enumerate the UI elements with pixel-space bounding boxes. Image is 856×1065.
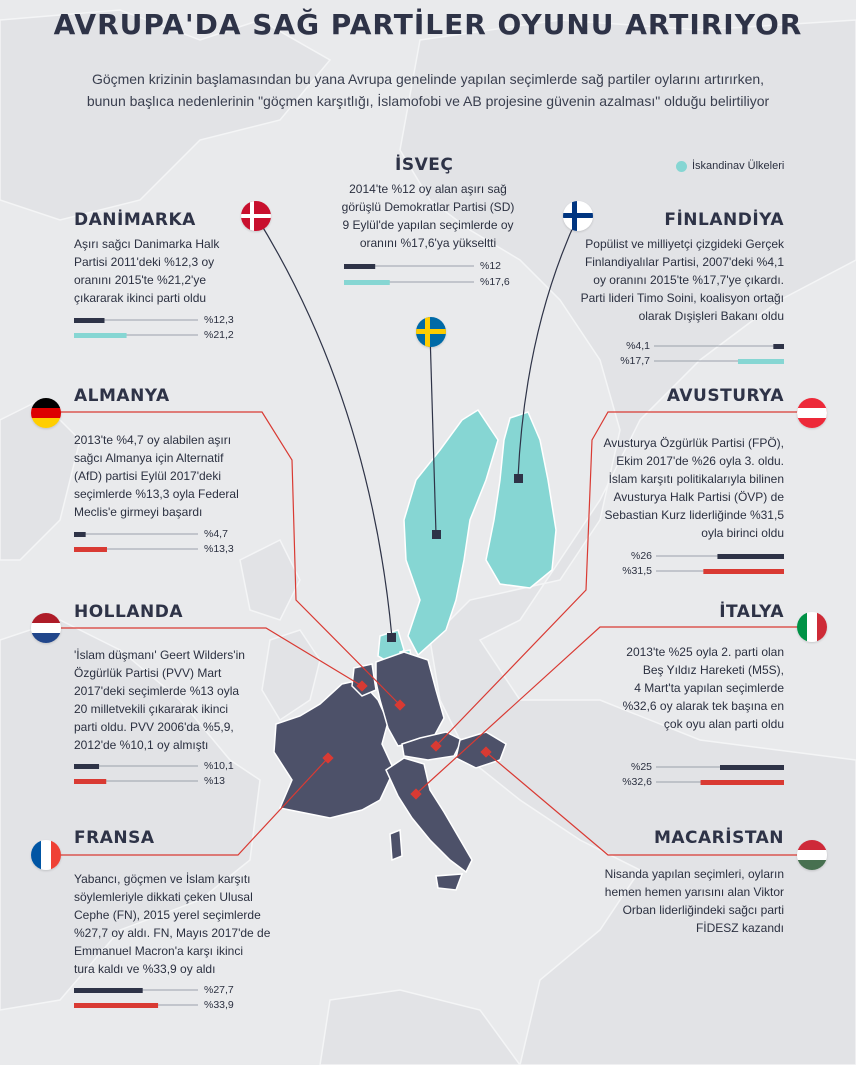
legend-label: İskandinav Ülkeleri (692, 160, 785, 172)
denmark-value-before: %12,3 (204, 314, 234, 326)
bar-finland-before (773, 344, 784, 349)
sweden-value-before: %12 (480, 260, 502, 272)
bar-austria-after (703, 569, 784, 574)
netherlands-value-after: %13 (204, 775, 226, 787)
france-description: Yabancı, göçmen ve İslam karşıtı söylemleriyle dikkati çeken Ulusal Cephe (FN), 2015 yerel seçimlerde %27,7 oy aldı. FN, Mayıs 2017'de de Emmanuel Macron'a karşı ikinci tura kaldı ve %33,9 oy aldı (74, 872, 271, 976)
austria-description: Avusturya Özgürlük Partisi (FPÖ), Ekim 2017'de %26 oyla 3. oldu. İslam karşıtı politikalarıyla bilinen Avusturya Halk Partisi (ÖVP) de Sebastian Kurz liderliğinde %31,5 oyla birinci oldu (603, 436, 784, 540)
marker-finland (514, 474, 523, 483)
subtitle-line-1: Göçmen krizinin başlamasından bu yana Avrupa genelinde yapılan seçimlerde sağ partiler oylarını artırırken, (91, 71, 765, 87)
austria-value-after: %31,5 (622, 565, 652, 577)
denmark-flag-icon (241, 201, 271, 231)
netherlands-flag-icon (31, 613, 61, 643)
sicily-shape (436, 874, 462, 890)
france-flag-icon (31, 840, 61, 870)
sardinia-shape (390, 830, 402, 860)
france-title: FRANSA (74, 828, 155, 848)
bar-france-before (74, 988, 143, 993)
subtitle-line-2: bunun başlıca nedenlerinin "göçmen karşıtlığı, İslamofobi ve AB projesine güvenin azalması" olduğu belirtiliyor (86, 93, 770, 109)
finland-description: Popülist ve milliyetçi çizgideki Gerçek Finlandiyalılar Partisi, 2007'deki %4,1 oy oranını 2015'te %17,7'ye çıkardı. Parti lideri Timo Soini, koalisyon ortağı olarak Dışişleri Bakanı oldu (580, 237, 784, 323)
bar-denmark-after (74, 333, 127, 338)
netherlands-value-before: %10,1 (204, 760, 234, 772)
subtitle (30, 68, 826, 112)
hungary-title: MACARİSTAN (653, 828, 784, 848)
bar-denmark-before (74, 318, 105, 323)
finland-flag-icon (563, 201, 593, 231)
germany-value-before: %4,7 (204, 528, 228, 540)
sweden-flag-icon (416, 317, 446, 347)
germany-flag-icon (31, 398, 61, 428)
denmark-title: DANİMARKA (74, 210, 196, 230)
bar-germany-after (74, 547, 107, 552)
bar-austria-before (717, 554, 784, 559)
italy-flag-icon (797, 612, 827, 642)
denmark-value-after: %21,2 (204, 329, 234, 341)
france-value-before: %27,7 (204, 984, 234, 996)
finland-title: FİNLANDİYA (664, 210, 784, 230)
austria-value-before: %26 (630, 550, 652, 562)
france-value-after: %33,9 (204, 999, 234, 1011)
hungary-description: Nisanda yapılan seçimleri, oyların hemen hemen yarısını alan Viktor Orban liderliğindeki sağcı parti FİDESZ kazandı (604, 867, 784, 935)
hungary-flag-icon (797, 840, 827, 870)
austria-flag-icon (797, 398, 827, 428)
austria-title: AVUSTURYA (666, 386, 784, 406)
marker-sweden (432, 530, 441, 539)
italy-title: İTALYA (719, 602, 784, 622)
germany-description: 2013'te %4,7 oy alabilen aşırı sağcı Almanya için Alternatif (AfD) partisi Eylül 2017'deki seçimlerde %13,3 oyla Federal Meclis'e girmeyi başardı (74, 433, 239, 519)
italy-description: 2013'te %25 oyla 2. parti olan Beş Yıldız Hareketi (M5S), 4 Mart'ta yapılan seçimlerde %32,6 oy alarak tek başına en çok oyu alan parti oldu (622, 645, 784, 731)
finland-value-before: %4,1 (626, 340, 650, 352)
bar-finland-after (738, 359, 784, 364)
germany-value-after: %13,3 (204, 543, 234, 555)
bar-netherlands-after (74, 779, 106, 784)
germany-title: ALMANYA (74, 386, 170, 406)
bar-sweden-after (344, 280, 390, 285)
bar-netherlands-before (74, 764, 99, 769)
denmark-description: Aşırı sağcı Danimarka Halk Partisi 2011'deki %12,3 oy oranını 2015'te %21,2'ye çıkararak ikinci parti oldu (74, 237, 220, 305)
italy-value-after: %32,6 (622, 776, 652, 788)
sweden-description: 2014'te %12 oy alan aşırı sağ görüşlü Demokratlar Partisi (SD) 9 Eylül'de yapılan seçimlerde oy oranını %17,6'ya yükseltti (341, 182, 515, 250)
netherlands-title: HOLLANDA (74, 602, 183, 622)
finland-value-after: %17,7 (620, 355, 650, 367)
bar-italy-before (720, 765, 784, 770)
bar-sweden-before (344, 264, 375, 269)
legend-teal-dot-icon (676, 161, 687, 172)
netherlands-description: 'İslam düşmanı' Geert Wilders'in Özgürlük Partisi (PVV) Mart 2017'deki seçimlerde %13 oyla 20 milletvekili çıkararak ikinci parti oldu. PVV 2006'da %5,9, 2012'de %10,1 oy almıştı (74, 648, 245, 752)
page-title: AVRUPA'DA SAĞ PARTİLER OYUNU ARTIRIYOR (53, 8, 803, 41)
bar-germany-before (74, 532, 86, 537)
sweden-title: İSVEÇ (395, 155, 454, 175)
sweden-value-after: %17,6 (480, 276, 510, 288)
italy-value-before: %25 (630, 761, 652, 773)
bar-italy-after (701, 780, 784, 785)
bar-france-after (74, 1003, 158, 1008)
legend (676, 160, 784, 172)
marker-denmark (387, 633, 396, 642)
